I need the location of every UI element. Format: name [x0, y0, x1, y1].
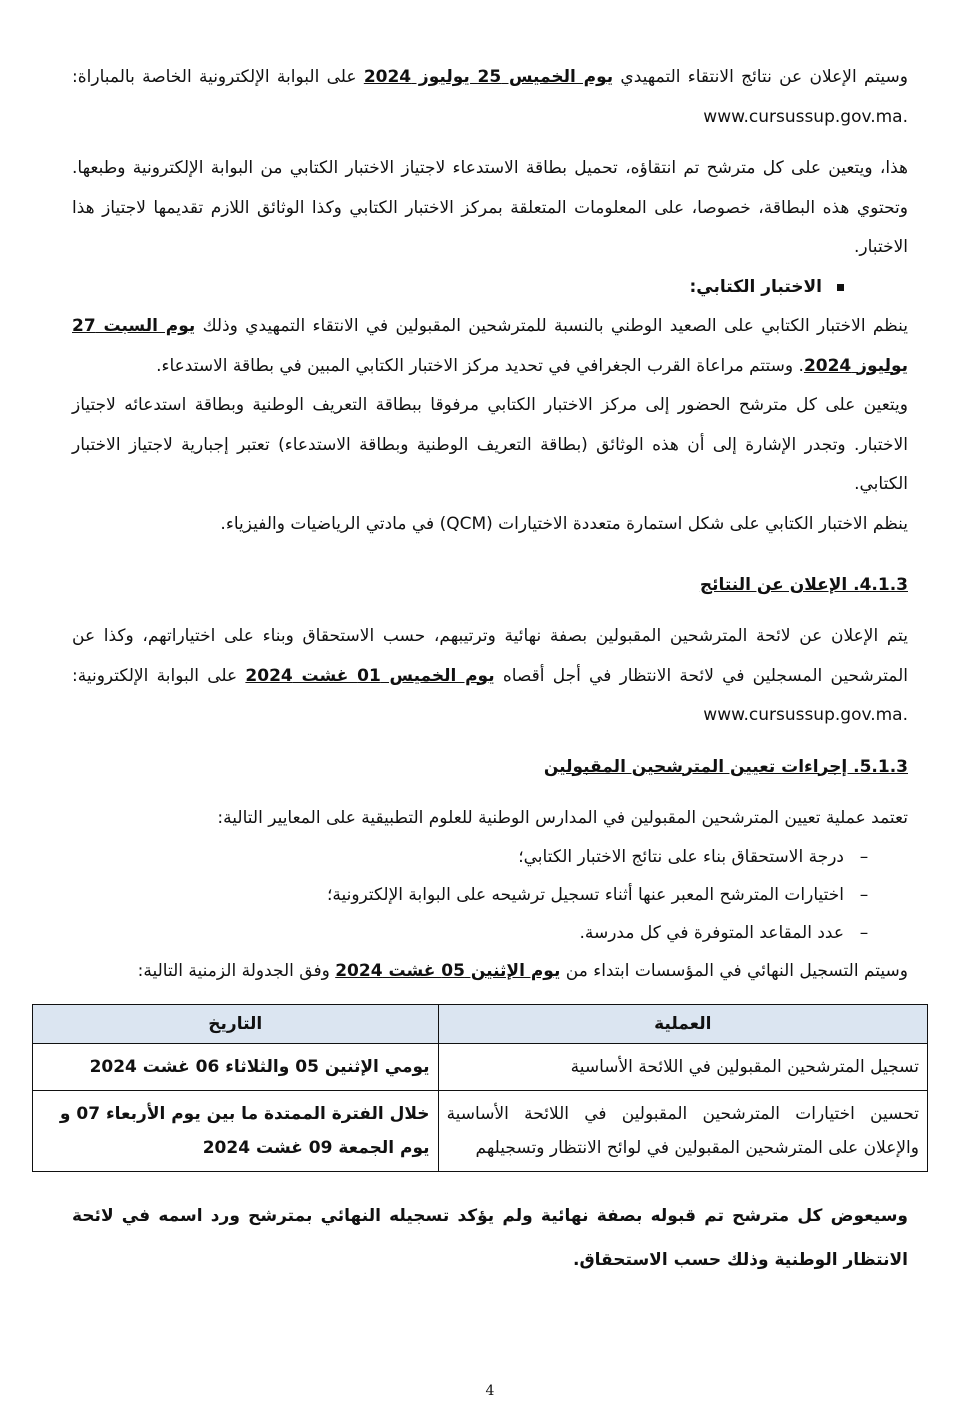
- replacement-note: وسيعوض كل مترشح تم قبوله بصفة نهائية ولم يؤكد تسجيله النهائي بمترشح ورد اسمه في لائحة الانتظار الوطنية وذلك حسب الاستحقاق.: [72, 1205, 908, 1270]
- square-bullet-icon: [837, 284, 844, 291]
- criterion-text: درجة الاستحقاق بناء على نتائج الاختبار الكتابي؛: [518, 847, 844, 867]
- list-item: [72, 838, 908, 876]
- dash-icon: –: [859, 923, 869, 943]
- text-segment: . وستتم مراعاة القرب الجغرافي في تحديد مركز الاختبار الكتابي المبين في بطاقة الاستدعاء.: [156, 355, 804, 376]
- text-segment: على البوابة الإلكترونية الخاصة بالمباراة:: [72, 67, 364, 87]
- cell-date: يومي الإثنين 05 والثلاثاء 06 غشت 2024: [33, 1043, 439, 1090]
- text-segment: وفق الجدولة الزمنية التالية:: [137, 961, 336, 981]
- cell-operation: تحسين اختيارات المترشحين المقبولين في اللائحة الأساسية والإعلان على المترشحين المقبولين في لوائح الانتظار وتسجيلهم: [438, 1090, 927, 1171]
- dash-icon: –: [859, 885, 869, 905]
- written-exam-paragraph: [72, 307, 908, 386]
- list-item: [72, 914, 908, 952]
- dash-icon: –: [859, 847, 869, 867]
- written-exam-heading: [72, 268, 908, 308]
- text-segment: وسيتم التسجيل النهائي في المؤسسات ابتداء من: [560, 961, 908, 981]
- convocation-paragraph: هذا، ويتعين على كل مترشح تم انتقاؤه، تحميل بطاقة الاستدعاء لاجتياز الاختبار الكتابي من البوابة الإلكترونية وطبعها. وتحتوي هذه البطاقة، خصوصا، على المعلومات المتعلقة بمركز الاختبار الكتابي وكذا الوثائق اللازم تقديمها لاجتياز هذا الاختبار.: [72, 158, 908, 257]
- heading-text: الاختبار الكتابي:: [689, 276, 822, 297]
- text-segment: ينظم الاختبار الكتابي على الصعيد الوطني بالنسبة للمترشحين المقبولين في الانتقاء التمهيدي وذلك: [195, 316, 908, 336]
- results-section-heading: 4.1.3. الإعلان عن النتائج: [699, 575, 908, 595]
- text-segment: وسيتم الإعلان عن نتائج الانتقاء التمهيدي: [613, 67, 908, 87]
- text-segment: يتم الإعلان عن لائحة المترشحين المقبولين بصفة نهائية وترتيبهم، حسب الاستحقاق وبناء على اختياراتهم، وكذا عن المترشحين المسجلين في لائحة الانتظار في أجل أقصاه: [72, 626, 908, 686]
- final-list-date: يوم الخميس 01 غشت 2024: [245, 665, 495, 686]
- text-segment: على البوابة الإلكترونية:: [72, 665, 246, 686]
- portal-url[interactable]: www.cursussup.gov.ma.: [703, 106, 908, 127]
- list-item: [72, 876, 908, 914]
- registration-paragraph: [72, 952, 908, 992]
- header-operation: العملية: [438, 1004, 927, 1043]
- announcement-date: يوم الخميس 25 يوليوز 2024: [363, 67, 614, 87]
- header-date: التاريخ: [33, 1004, 439, 1043]
- results-announcement-paragraph: [72, 58, 908, 137]
- qcm-paragraph: ينظم الاختبار الكتابي على شكل استمارة متعددة الاختيارات (QCM) في مادتي الرياضيات والفيزياء.: [220, 513, 908, 534]
- schedule-table: [32, 1004, 928, 1172]
- criteria-list: [72, 838, 908, 952]
- table-row: [33, 1043, 928, 1090]
- criteria-intro: تعتمد عملية تعيين المترشحين المقبولين في المدارس الوطنية للعلوم التطبيقية على المعايير التالية:: [217, 807, 908, 828]
- criterion-text: عدد المقاعد المتوفرة في كل مدرسة.: [579, 923, 844, 943]
- registration-date: يوم الإثنين 05 غشت 2024: [335, 961, 561, 981]
- cell-operation: تسجيل المترشحين المقبولين في اللائحة الأساسية: [438, 1043, 927, 1090]
- final-list-paragraph: [72, 617, 908, 736]
- assignment-section-heading: 5.1.3. إجراءات تعيين المترشحين المقبولين: [543, 756, 908, 777]
- cell-date: خلال الفترة الممتدة ما بين يوم الأربعاء 07 و يوم الجمعة 09 غشت 2024: [33, 1090, 439, 1171]
- page-number: 4: [485, 1383, 495, 1399]
- table-header-row: [33, 1004, 928, 1043]
- exam-date: يوم السبت 27 يوليوز 2024: [72, 316, 908, 376]
- table-row: [33, 1090, 928, 1171]
- portal-url[interactable]: www.cursussup.gov.ma.: [703, 705, 908, 725]
- document-page: [59, 58, 919, 1282]
- documents-paragraph: ويتعين على كل مترشح الحضور إلى مركز الاختبار الكتابي مرفوقا ببطاقة التعريف الوطنية وبطاقة استدعائه لاجتياز الاختبار. وتجدر الإشارة إلى أن هذه الوثائق (بطاقة التعريف الوطنية وبطاقة الاستدعاء) تعتبر إجبارية لاجتياز الاختبار الكتابي.: [72, 395, 908, 494]
- criterion-text: اختيارات المترشح المعبر عنها أثناء تسجيل ترشيحه على البوابة الإلكترونية؛: [326, 885, 844, 905]
